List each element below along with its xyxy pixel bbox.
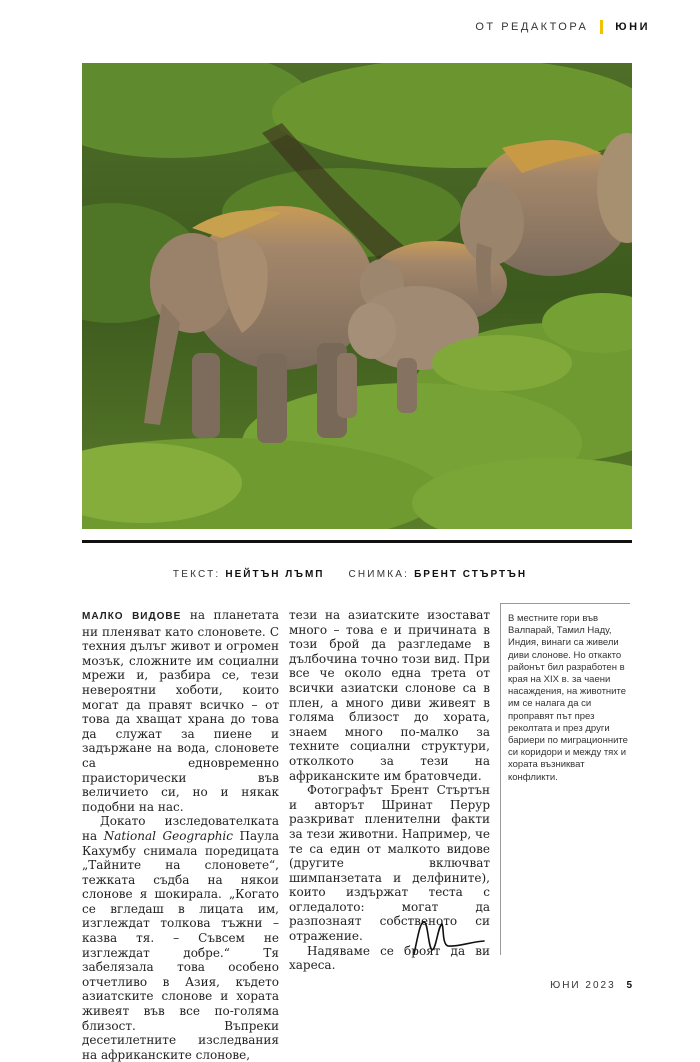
issue-label: ЮНИ 2023 (550, 980, 616, 991)
lead-in: МАЛКО ВИДОВЕ (82, 611, 182, 622)
section-label: ОТ РЕДАКТОРА (475, 21, 589, 33)
page-footer (550, 980, 634, 991)
sidebar-rule (500, 603, 501, 955)
page-number: 5 (626, 980, 634, 991)
article-column-1 (82, 608, 279, 1062)
photo-caption: В местните гори във Валпарай, Тамил Наду, Индия, винаги са живели диви слонове. Но откакто районът бил разработен в края на XIX в. за чаени насаждения, на животните им се налага да си проправят път през реколтата и през други бариери по миграционните си коридори и между тях и хората възникват конфликти. (508, 613, 628, 783)
divider-rule (82, 540, 632, 543)
paragraph: Докато изследователката на National Geographic Паула Кахумбу снимала поредицата „Тайните на слоновете“, тежката съдба на някои слонове я шокирала. „Когато се вгледаш в лицата им, изглеждат толкова тъжни – казва тя. – Съвсем не изглеждат добре.“ Тя забелязала това особено отчетливо в Азия, където азиатските слонове и хората живеят във все по-голяма близост. Въпреки десетилетните изследвания на африканските слонове, (82, 814, 280, 1062)
paragraph: тези на азиатските изостават много – това е и причината в този брой да разгледаме в дълбочина точно този вид. При все че около една трета от всички азиатски слонове са в плен, а много диви живеят в голяма близост до хората, знаем много по-малко за техните социални структури, отколкото за тези на африканските им братовчеди. (289, 608, 490, 783)
photo-credit-author: БРЕНТ СТЪРТЪН (414, 569, 528, 580)
elephants-photo (82, 63, 632, 529)
paragraph: Фотографът Брент Стъртън и авторът Шринат Перур разкриват пленителни факти за тези животни. Например, че те са един от малкото видове (другите включват шимпанзетата и делфините), които издържат теста с огледалото: могат да разпознаят собственото си отражение. (289, 783, 490, 944)
photo-credit-label: СНИМКА: (348, 569, 410, 580)
text-credit-author: НЕЙТЪН ЛЪМП (225, 569, 325, 580)
paragraph: Надяваме се брoят да ви хареса. (289, 943, 490, 973)
editor-signature (408, 916, 488, 964)
paragraph: МАЛКО ВИДОВЕ на планетата ни пленяват като слоновете. С техния дълъг живот и огромен мозък, сложните им социални мрежи и, разбира се, тези невероятни хоботи, които могат да правят всичко – от това да хващат храна до това да служат за пиене и задържане на вода, слоновете са едновременно праисторически във величието си, но и някак подобни на нас. (82, 608, 279, 814)
month-label: ЮНИ (615, 21, 650, 33)
publication-name: National Geographic (103, 828, 233, 843)
sidebar-top-rule (500, 603, 630, 604)
header-divider (600, 20, 603, 34)
elephants-photo-illustration (82, 63, 632, 529)
page-header (475, 20, 650, 34)
credits-line (0, 569, 700, 580)
text-credit-label: ТЕКСТ: (172, 569, 221, 580)
